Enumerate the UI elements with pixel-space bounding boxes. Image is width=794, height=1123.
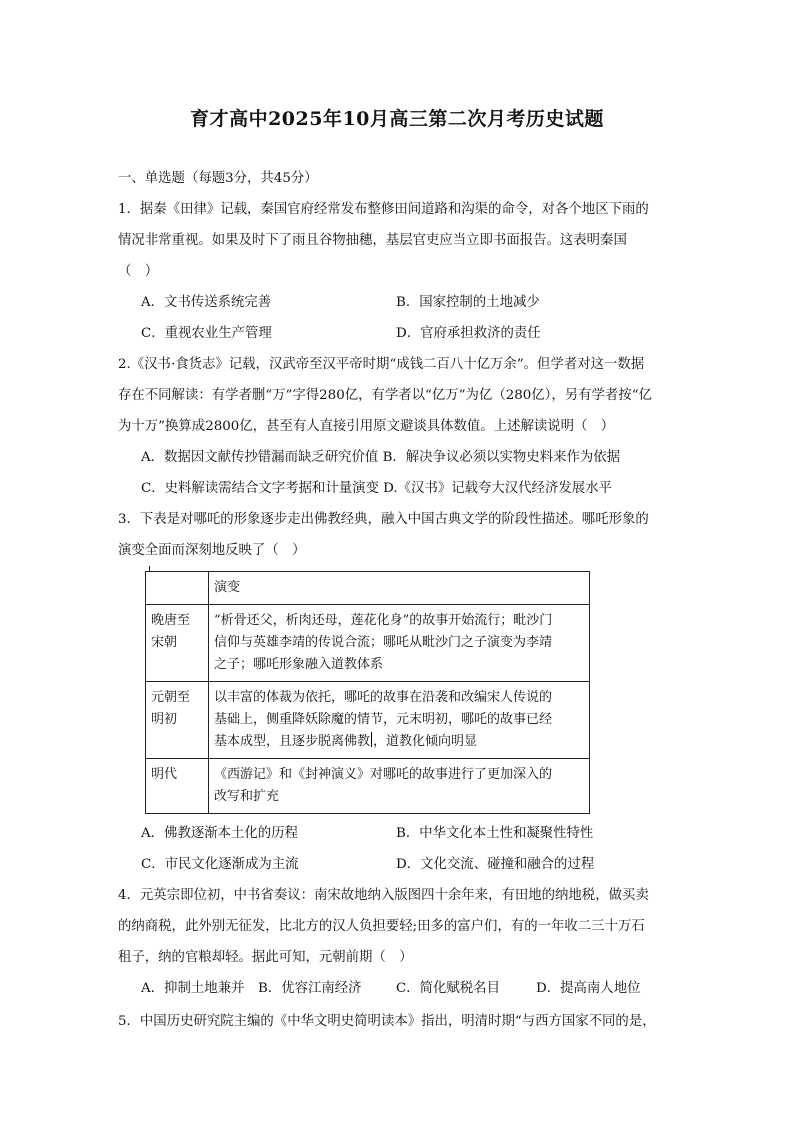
q2-options-ab[interactable]: A．数据因文献传抄错漏而缺乏研究价值 B．解决争议必须以实物史料来作为依据 (141, 450, 621, 465)
desc-text: 基础上，侧重降妖除魔的情节，元末明初，哪吒的故事已经 (214, 712, 553, 727)
q3-option-b[interactable]: B．中华文化本土性和凝聚性特性 (396, 826, 594, 841)
era-text: 晚唐至 (151, 613, 191, 628)
q1-option-d[interactable]: D．官府承担救济的责任 (396, 326, 541, 341)
desc-text-with-cursor (214, 731, 584, 753)
q2-line-2: 存在不同解读：有学者删“万”字得280亿，有学者以“亿万”为亿（280亿），另有学者按“亿 (118, 388, 652, 403)
era-text: 明初 (151, 712, 178, 727)
table-era-cell (146, 682, 209, 759)
q4-option-a[interactable]: A．抑制土地兼并 (141, 981, 245, 996)
table-header-era (146, 572, 209, 605)
table-header-row (146, 572, 590, 605)
table-desc-cell (209, 682, 590, 759)
table-header-evolution: 演变 (209, 572, 590, 605)
table-desc-cell (209, 759, 590, 814)
table-row (146, 605, 590, 682)
q3-option-c[interactable]: C．市民文化逐渐成为主流 (141, 857, 299, 872)
q2-line-3: 为十万”换算成2800亿，甚至有人直接引用原文避谈具体数值。上述解读说明（ ） (118, 419, 615, 434)
desc-text: “析骨还父，析肉还母，莲花化身”的故事开始流行；毗沙门 (214, 613, 553, 628)
desc-text: ，道教化倾向明显 (373, 734, 478, 749)
q2-options-cd[interactable]: C．史料解读需结合文字考据和计量演变 D.《汉书》记载夸大汉代经济发展水平 (141, 481, 612, 496)
desc-text: 基本成型，且逐步脱离佛教 (214, 734, 371, 749)
table-row (146, 759, 590, 814)
desc-text: 以丰富的体裁为依托，哪吒的故事在沿袭和改编宋人传说的 (214, 690, 553, 705)
text-cursor (371, 732, 372, 747)
q2-line-1: 2.《汉书·食货志》记载，汉武帝至汉平帝时期“成钱二百八十亿万余”。但学者对这一数据 (118, 357, 645, 372)
q1-line-3: （ ） (118, 264, 159, 279)
era-text: 宋朝 (151, 635, 178, 650)
q1-option-a[interactable]: A．文书传送系统完善 (141, 295, 272, 310)
q1-option-b[interactable]: B．国家控制的土地减少 (396, 295, 540, 310)
table-era-cell (146, 605, 209, 682)
q1-option-c[interactable]: C．重视农业生产管理 (141, 326, 272, 341)
q3-option-d[interactable]: D．文化交流、碰撞和融合的过程 (396, 857, 595, 872)
q4-option-d[interactable]: D．提高南人地位 (536, 981, 641, 996)
desc-text: 《西游记》和《封神演义》对哪吒的故事进行了更加深入的 (214, 767, 553, 782)
page-title: 育才高中2025年10月高三第二次月考历史试题 (190, 108, 604, 130)
desc-text: 之子；哪吒形象融入道教体系 (214, 657, 384, 672)
table-era-cell (146, 759, 209, 814)
q4-line-3: 租子，纳的官粮却轻。据此可知，元朝前期（ ） (118, 950, 413, 965)
q4-option-c[interactable]: C．简化赋税名目 (396, 981, 500, 996)
q4-line-1: 4．元英宗即位初，中书省奏议：南宋故地纳入版图四十余年来，有田地的纳地税，做买卖 (118, 888, 649, 903)
q5-line-1: 5．中国历史研究院主编的《中华文明史简明读本》指出，明清时期“与西方国家不同的是， (118, 1014, 656, 1029)
section-heading: 一、单选题（每题3分，共45分） (118, 171, 318, 186)
q1-line-1: 1．据秦《田律》记载，秦国官府经常发布整修田间道路和沟渠的命令，对各个地区下雨的 (118, 202, 649, 217)
q4-line-2: 的纳商税，此外别无征发，比北方的汉人负担要轻;田多的富户们，有的一年收二三十万石 (118, 919, 645, 934)
desc-text: 改写和扩充 (214, 789, 280, 804)
q4-option-b[interactable]: B．优容江南经济 (258, 981, 362, 996)
era-text: 元朝至 (151, 690, 191, 705)
table-desc-cell (209, 605, 590, 682)
q3-table (145, 571, 590, 814)
q3-line-1: 3．下表是对哪吒的形象逐步走出佛教经典，融入中国古典文学的阶段性描述。哪吒形象的 (118, 512, 649, 527)
q3-option-a[interactable]: A．佛教逐渐本土化的历程 (141, 826, 298, 841)
q3-line-2: 演变全面而深刻地反映了（ ） (118, 543, 306, 558)
desc-text: 信仰与英雄李靖的传说合流；哪吒从毗沙门之子演变为李靖 (214, 635, 553, 650)
q1-line-2: 情况非常重视。如果及时下了雨且谷物抽穗，基层官吏应当立即书面报告。这表明秦国 (118, 233, 627, 248)
table-row (146, 682, 590, 759)
era-text: 明代 (151, 767, 178, 782)
